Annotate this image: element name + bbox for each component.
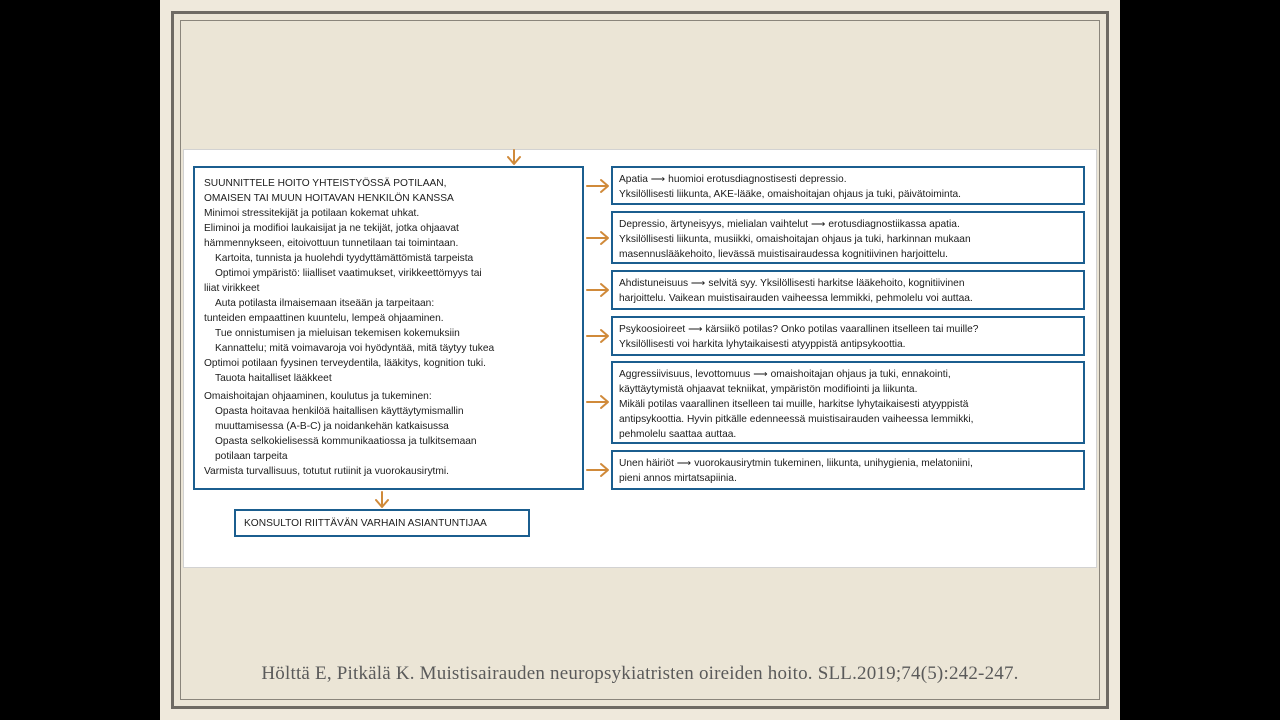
symptom-line: Yksilöllisesti liikunta, musiikki, omaishoitajan ohjaus ja tuki, harkinnan mukaan	[619, 234, 971, 245]
care-plan-line: tunteiden empaattinen kuuntelu, lempeä ohjaaminen.	[204, 313, 444, 324]
symptom-line: Ahdistuneisuus ⟶ selvitä syy. Yksilöllisesti harkitse lääkehoito, kognitiivinen	[619, 278, 965, 289]
symptom-line: masennuslääkehoito, lievässä muistisairaudessa kognitiivinen harjoittelu.	[619, 249, 949, 260]
care-plan-line: SUUNNITTELE HOITO YHTEISTYÖSSÄ POTILAAN,	[204, 178, 447, 189]
symptom-box-sleep	[611, 450, 1085, 490]
consult-label: KONSULTOI RIITTÄVÄN VARHAIN ASIANTUNTIJAA	[244, 518, 487, 529]
symptom-line: käyttäytymistä ohjaavat tekniikat, ympäristön modifiointi ja liikunta.	[619, 384, 918, 395]
symptom-line: Depressio, ärtyneisyys, mielialan vaihtelut ⟶ erotusdiagnostiikassa apatia.	[619, 219, 960, 230]
consult-box	[234, 509, 530, 537]
care-plan-line: OMAISEN TAI MUUN HOITAVAN HENKILÖN KANSSA	[204, 193, 454, 204]
symptom-line: pehmolelu saattaa auttaa.	[619, 429, 737, 440]
symptom-line: Yksilöllisesti liikunta, AKE-lääke, omaishoitajan ohjaus ja tuki, päivätoiminta.	[619, 189, 962, 200]
care-plan-line: Omaishoitajan ohjaaminen, koulutus ja tukeminen:	[204, 391, 432, 402]
care-plan-line: Tauota haitalliset lääkkeet	[215, 373, 332, 384]
symptom-box-psychosis	[611, 316, 1085, 356]
care-plan-line: Optimoi ympäristö: liialliset vaatimukset, virikkeettömyys tai	[215, 268, 482, 279]
symptom-line: Yksilöllisesti voi harkita lyhytaikaisesti atyyppistä antipsykoottia.	[619, 339, 906, 350]
symptom-line: antipsykoottia. Hyvin pitkälle edenneessä muistisairauden vaiheessa lemmikki,	[619, 414, 974, 425]
symptom-line: harjoittelu. Vaikean muistisairauden vaiheessa lemmikki, pehmolelu voi auttaa.	[619, 293, 973, 304]
care-plan-line: Varmista turvallisuus, totutut rutiinit ja vuorokausirytmi.	[204, 466, 449, 477]
care-plan-line: liiat virikkeet	[204, 283, 260, 294]
care-plan-line: Auta potilasta ilmaisemaan itseään ja tarpeitaan:	[215, 298, 435, 309]
care-plan-box	[193, 166, 584, 490]
care-plan-line: Opasta hoitavaa henkilöä haitallisen käyttäytymismallin	[215, 406, 464, 417]
symptom-line: Aggressiivisuus, levottomuus ⟶ omaishoitajan ohjaus ja tuki, ennakointi,	[619, 369, 951, 380]
care-plan-line: hämmennykseen, eitoivottuun tunnetilaan tai toimintaan.	[204, 238, 459, 249]
symptom-line: Mikäli potilas vaarallinen itselleen tai muille, harkitse lyhytaikaisesti atyyppistä	[619, 399, 969, 410]
care-plan-line: Optimoi potilaan fyysinen terveydentila, lääkitys, kognition tuki.	[204, 358, 486, 369]
care-plan-line: Opasta selkokielisessä kommunikaatiossa ja tulkitsemaan	[215, 436, 477, 447]
care-plan-line: Tue onnistumisen ja mieluisan tekemisen kokemuksiin	[215, 328, 460, 339]
symptom-line: pieni annos mirtatsapiinia.	[619, 473, 737, 484]
symptom-line: Apatia ⟶ huomioi erotusdiagnostisesti depressio.	[619, 174, 847, 185]
care-plan-line: Eliminoi ja modifioi laukaisijat ja ne tekijät, jotka ohjaavat	[204, 223, 459, 234]
symptom-box-apathy	[611, 166, 1085, 205]
symptom-line: Unen häiriöt ⟶ vuorokausirytmin tukeminen, liikunta, unihygienia, melatoniini,	[619, 458, 973, 469]
symptom-box-depression	[611, 211, 1085, 264]
care-plan-line: muuttamisessa (A-B-C) ja noidankehän katkaisussa	[215, 421, 449, 432]
symptom-box-aggression	[611, 361, 1085, 444]
symptom-box-anxiety	[611, 270, 1085, 310]
citation: Hölttä E, Pitkälä K. Muistisairauden neuropsykiatristen oireiden hoito. SLL.2019;74(5):242-247.	[261, 663, 1019, 684]
care-plan-line: Minimoi stressitekijät ja potilaan kokemat uhkat.	[204, 208, 420, 219]
care-plan-line: Kartoita, tunnista ja huolehdi tyydyttämättömistä tarpeista	[215, 253, 474, 264]
care-plan-line: Kannattelu; mitä voimavaroja voi hyödyntää, mitä täytyy tukea	[215, 343, 495, 354]
care-plan-line: potilaan tarpeita	[215, 451, 288, 462]
symptom-line: Psykoosioireet ⟶ kärsiikö potilas? Onko potilas vaarallinen itselleen tai muille?	[619, 324, 979, 335]
